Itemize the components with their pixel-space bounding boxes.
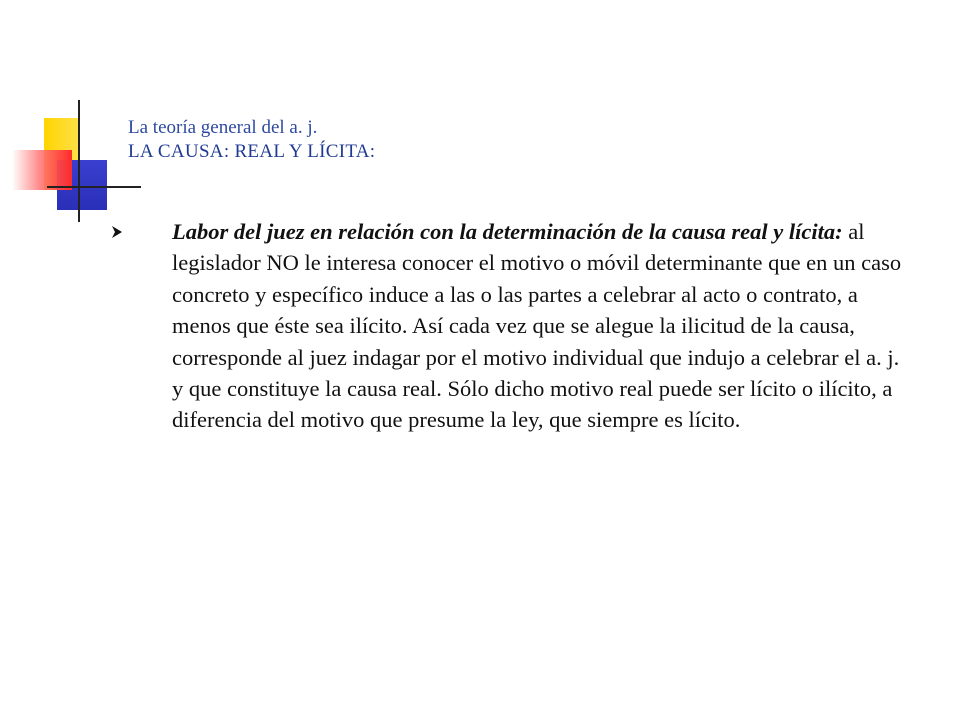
title-line-2: LA CAUSA: REAL Y LÍCITA: bbox=[128, 141, 376, 162]
vertical-rule bbox=[78, 100, 80, 222]
title-line-1: La teoría general del a. j. bbox=[128, 117, 318, 138]
bullet-lead-text: Labor del juez en relación con la determinación de la causa real y lícita: bbox=[172, 219, 843, 244]
arrow-bullet-icon bbox=[110, 225, 124, 239]
red-gradient-bar bbox=[12, 150, 72, 190]
horizontal-rule bbox=[47, 186, 141, 188]
bullet-body-text: al legislador NO le interesa conocer el motivo o móvil determinante que en un caso concreto y específico induce a las o las partes a celebrar al acto o contrato, a menos que éste sea ilícito. Así cada vez que se alegue la ilicitud de la causa, corresponde al juez indagar por el motivo individual que indujo a celebrar el a. j. y que constituye la causa real. Sólo dicho motivo real puede ser lícito o ilícito, a diferencia del motivo que presume la ley, que siempre es lícito. bbox=[172, 219, 902, 433]
bullet-item bbox=[110, 216, 910, 436]
slide-title bbox=[128, 116, 908, 164]
bullet-paragraph bbox=[172, 216, 907, 436]
corner-decoration bbox=[0, 0, 140, 230]
